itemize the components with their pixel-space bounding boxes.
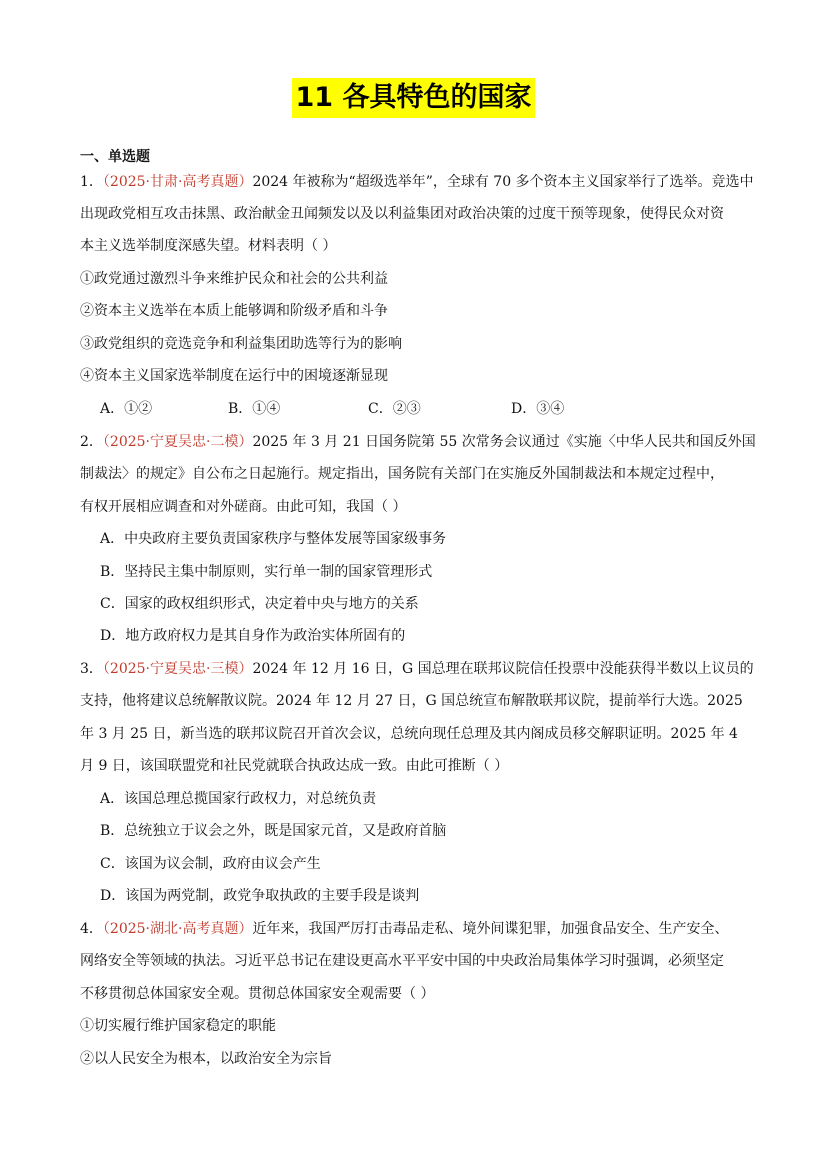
question-source: 2025·宁夏吴忠·二模: [109, 434, 239, 450]
option-c: C．该国为议会制，政府由议会产生: [100, 856, 321, 872]
option-a: A．该国总理总揽国家行政权力，对总统负责: [100, 791, 377, 807]
statement-1: ①切实履行维护国家稳定的职能: [80, 1018, 276, 1034]
question-2-line-3: 有权开展相应调查和对外磋商。由此可知，我国（ ）: [80, 499, 407, 515]
statement-2: ②以人民安全为根本，以政治安全为宗旨: [80, 1051, 332, 1067]
option-c: C．国家的政权组织形式，决定着中央与地方的关系: [100, 596, 419, 612]
question-3-line-1: [80, 659, 770, 679]
question-3-line-3: 年 3 月 25 日，新当选的联邦议院召开首次会议，总统向现任总理及其内阁成员移交解职证明。2025 年 4: [80, 726, 738, 742]
question-source-open: （: [102, 434, 110, 450]
question-number: 1．: [80, 174, 103, 190]
question-source-close: ）: [238, 661, 253, 677]
question-source: 2025·宁夏吴忠·三模: [109, 661, 239, 677]
option-d: D．该国为两党制，政党争取执政的主要手段是谈判: [100, 888, 420, 904]
question-4-line-3: 不移贯彻总体国家安全观。贯彻总体国家安全观需要（ ）: [80, 986, 435, 1002]
question-text: 近年来，我国严厉打击毒品走私、境外间谍犯罪，加强食品安全、生产安全、: [252, 921, 729, 937]
question-source-close: ）: [238, 174, 253, 190]
statement-1: ①政党通过激烈斗争来维护民众和社会的公共利益: [80, 271, 388, 287]
question-number: 4．: [80, 921, 103, 937]
statement-2: ②资本主义选举在本质上能够调和阶级矛盾和斗争: [80, 303, 388, 319]
question-source-close: ）: [238, 921, 253, 937]
question-source-open: （: [102, 174, 110, 190]
option-c: C．②③: [368, 401, 421, 417]
question-2-line-1: [80, 432, 770, 452]
question-1-options: [100, 399, 564, 419]
question-number: 3．: [80, 661, 103, 677]
question-source: 2025·甘肃·高考真题: [109, 174, 239, 190]
option-b: B．①④: [228, 401, 281, 417]
question-1-line-3: 本主义选举制度深感失望。材料表明（ ）: [80, 238, 337, 254]
question-1-line-1: [80, 172, 770, 192]
question-source-close: ）: [238, 434, 253, 450]
question-source-open: （: [102, 661, 110, 677]
section-heading: 一、单选题: [80, 149, 150, 165]
question-text: 2024 年 12 月 16 日，G 国总理在联邦议院信任投票中没能获得半数以上议员的: [252, 661, 754, 677]
question-4-line-2: 网络安全等领域的执法。习近平总书记在建设更高水平平安中国的中央政治局集体学习时强调，必须坚定: [80, 953, 724, 969]
option-d: D．地方政府权力是其自身作为政治实体所固有的: [100, 628, 406, 644]
title-wrap: [0, 78, 827, 118]
question-3-line-4: 月 9 日，该国联盟党和社民党就联合执政达成一致。由此可推断（ ）: [80, 758, 509, 774]
question-1-line-2: 出现政党相互攻击抹黑、政治献金丑闻频发以及以利益集团对政治决策的过度干预等现象，使得民众对资: [80, 206, 724, 222]
option-a: A．中央政府主要负责国家秩序与整体发展等国家级事务: [100, 531, 447, 547]
question-source: 2025·湖北·高考真题: [109, 921, 239, 937]
question-number: 2．: [80, 434, 103, 450]
page-title: 11 各具特色的国家: [292, 78, 536, 118]
option-a: A．①②: [100, 401, 153, 417]
option-b: B．坚持民主集中制原则，实行单一制的国家管理形式: [100, 564, 433, 580]
option-d: D．③④: [511, 401, 565, 417]
option-b: B．总统独立于议会之外，既是国家元首，又是政府首脑: [100, 823, 447, 839]
statement-4: ④资本主义国家选举制度在运行中的困境逐渐显现: [80, 368, 388, 384]
question-source-open: （: [102, 921, 110, 937]
question-4-line-1: [80, 919, 770, 939]
statement-3: ③政党组织的竞选竞争和利益集团助选等行为的影响: [80, 336, 402, 352]
question-3-line-2: 支持，他将建议总统解散议院。2024 年 12 月 27 日，G 国总统宣布解散联邦议院，提前举行大选。2025: [80, 693, 743, 709]
question-text: 2024 年被称为“超级选举年”，全球有 70 多个资本主义国家举行了选举。竞选中: [252, 174, 754, 190]
question-text: 2025 年 3 月 21 日国务院第 55 次常务会议通过《实施〈中华人民共和国反外国: [252, 434, 756, 450]
question-2-line-2: 制裁法〉的规定》自公布之日起施行。规定指出，国务院有关部门在实施反外国制裁法和本规定过程中，: [80, 466, 724, 482]
